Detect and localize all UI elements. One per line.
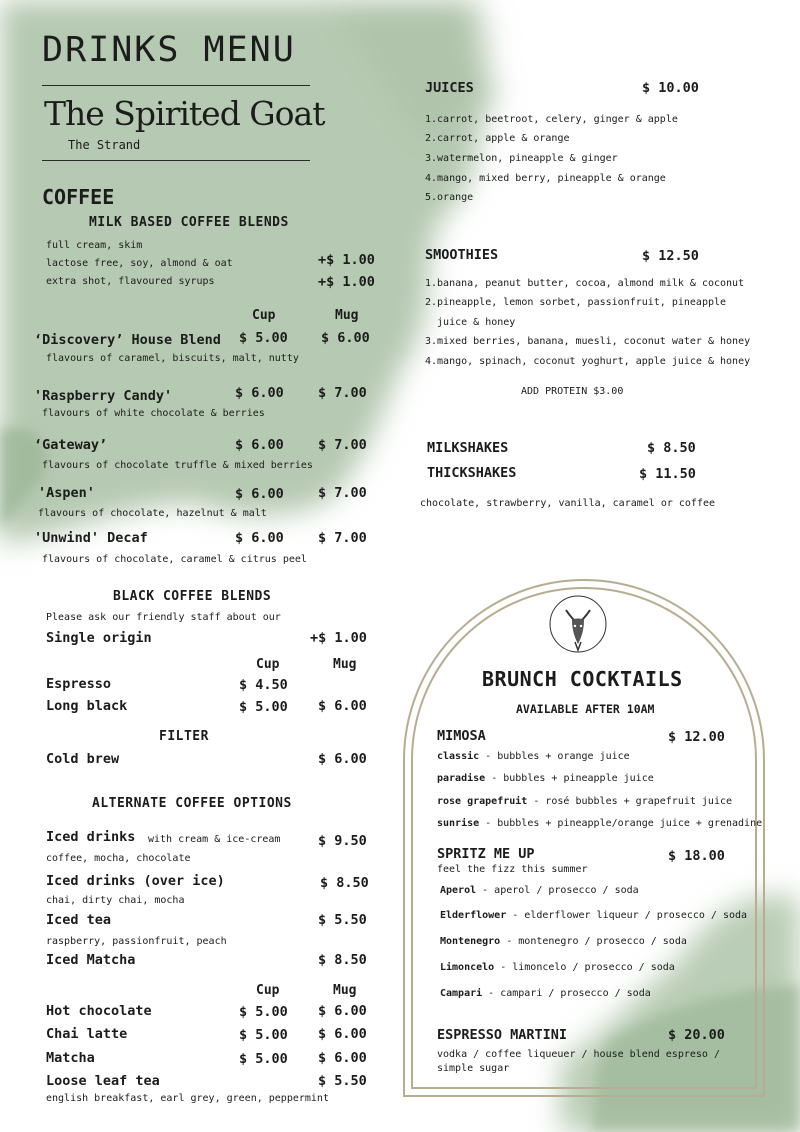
black-blends-heading: BLACK COFFEE BLENDS: [113, 589, 272, 604]
blend-cup-price: $ 6.00: [235, 486, 284, 502]
hot-item-cup: $ 5.00: [239, 1004, 288, 1020]
smoothies-heading: SMOOTHIES: [425, 247, 499, 263]
mimosa-price: $ 12.00: [668, 729, 725, 745]
black-blends-note: Please ask our friendly staff about our: [46, 612, 281, 623]
mimosa-item: [437, 751, 630, 762]
blend-description: flavours of chocolate, hazelnut & malt: [38, 508, 267, 519]
blend-name: ‘Gateway’: [34, 437, 108, 453]
juices-heading: JUICES: [425, 80, 474, 96]
milk-option-price: +$ 1.00: [318, 252, 375, 268]
thickshakes-price: $ 11.50: [639, 466, 696, 482]
blend-cup-price: $ 5.00: [239, 330, 288, 346]
spritz-item-name: Campari: [440, 988, 483, 999]
loose-leaf-price: $ 5.50: [318, 1073, 367, 1089]
alt-item-name: Iced drinks (over ice): [46, 873, 225, 889]
milk-option: full cream, skim: [46, 240, 143, 251]
mimosa-item-name: sunrise: [437, 818, 480, 829]
espresso-martini-desc: vodka / coffee liqueuer / house blend espreso /: [437, 1049, 720, 1060]
cold-brew-price: $ 6.00: [318, 751, 367, 767]
milk-option: lactose free, soy, almond & oat: [46, 258, 233, 269]
column-header-mug: Mug: [333, 983, 357, 998]
milk-blends-heading: MILK BASED COFFEE BLENDS: [89, 215, 289, 230]
column-header-mug: Mug: [333, 657, 357, 672]
alt-item-note: with cream & ice-cream: [148, 834, 281, 845]
blend-cup-price: $ 6.00: [235, 530, 284, 546]
loose-leaf-description: english breakfast, earl grey, green, peppermint: [46, 1093, 329, 1104]
blend-cup-price: $ 6.00: [235, 385, 284, 401]
spritz-item: [440, 988, 651, 999]
blend-name: 'Aspen': [38, 485, 95, 501]
spritz-item: [440, 962, 675, 973]
milkshakes-price: $ 8.50: [647, 440, 696, 456]
hot-item-cup: $ 5.00: [239, 1027, 288, 1043]
blend-cup-price: $ 6.00: [235, 437, 284, 453]
spritz-name: SPRITZ ME UP: [437, 846, 535, 862]
espresso-martini-price: $ 20.00: [668, 1027, 725, 1043]
espresso-martini-name: ESPRESSO MARTINI: [437, 1027, 568, 1043]
juice-item: 2.carrot, apple & orange: [425, 133, 570, 144]
alt-item-description: chai, dirty chai, mocha: [46, 895, 185, 906]
alt-item-name: Iced Matcha: [46, 952, 136, 968]
smoothie-item: juice & honey: [425, 317, 516, 328]
brand-name: The Spirited Goat: [44, 94, 325, 133]
spritz-price: $ 18.00: [668, 848, 725, 864]
title-divider-top: [42, 85, 310, 86]
page-title: DRINKS MENU: [42, 30, 296, 70]
blend-mug-price: $ 7.00: [318, 385, 367, 401]
smoothie-item: 3.mixed berries, banana, muesli, coconut water & honey: [425, 336, 751, 347]
juices-price: $ 10.00: [642, 80, 699, 96]
goat-logo-icon: [546, 592, 610, 656]
mimosa-item-name: rose grapefruit: [437, 796, 528, 807]
mimosa-item-desc: - rosé bubbles + grapefruit juice: [527, 796, 733, 807]
mimosa-name: MIMOSA: [437, 728, 486, 744]
blend-description: flavours of chocolate truffle & mixed berries: [42, 460, 313, 471]
blend-mug-price: $ 7.00: [318, 485, 367, 501]
cocktails-heading: BRUNCH COCKTAILS: [482, 667, 683, 691]
spritz-item-name: Limoncelo: [440, 962, 495, 973]
hot-item-cup: $ 5.00: [239, 1051, 288, 1067]
smoothie-item: 4.mango, spinach, coconut yoghurt, apple juice & honey: [425, 356, 751, 367]
brand-location: The Strand: [68, 138, 141, 152]
blend-mug-price: $ 7.00: [318, 437, 367, 453]
alt-item-name: Iced tea: [46, 912, 112, 928]
hot-item-name: Chai latte: [46, 1026, 128, 1042]
spritz-item: [440, 910, 747, 921]
blend-name: ‘Discovery’ House Blend: [34, 332, 221, 348]
milk-option: extra shot, flavoured syrups: [46, 276, 215, 287]
spritz-item-desc: - montenegro / prosecco / soda: [500, 936, 687, 947]
alt-item-price: $ 9.50: [318, 833, 367, 849]
alt-item-description: raspberry, passionfruit, peach: [46, 936, 227, 947]
alt-item-name: Iced drinks: [46, 829, 136, 845]
juice-item: 4.mango, mixed berry, pineapple & orange: [425, 173, 666, 184]
juice-item: 3.watermelon, pineapple & ginger: [425, 153, 618, 164]
alt-item-price: $ 5.50: [318, 912, 367, 928]
loose-leaf-name: Loose leaf tea: [46, 1073, 160, 1089]
hot-item-mug: $ 6.00: [318, 1050, 367, 1066]
filter-heading: FILTER: [159, 729, 209, 744]
milk-option-price: +$ 1.00: [318, 274, 375, 290]
spritz-item-desc: - elderflower liqueur / prosecco / soda: [506, 910, 748, 921]
spritz-item-desc: - campari / prosecco / soda: [482, 988, 651, 999]
cocktails-subtitle: AVAILABLE AFTER 10AM: [516, 702, 655, 716]
coffee-heading: COFFEE: [42, 185, 115, 209]
column-header-mug: Mug: [335, 308, 359, 323]
add-protein-note: ADD PROTEIN $3.00: [521, 386, 624, 397]
alt-item-price: $ 8.50: [318, 952, 367, 968]
alt-item-description: coffee, mocha, chocolate: [46, 853, 191, 864]
blend-name: 'Unwind' Decaf: [34, 530, 148, 546]
hot-item-mug: $ 6.00: [318, 1003, 367, 1019]
blend-name: 'Raspberry Candy': [34, 388, 173, 404]
alt-item-price: $ 8.50: [320, 875, 369, 891]
mimosa-item-desc: - bubbles + pineapple juice: [485, 773, 654, 784]
spritz-item-name: Aperol: [440, 885, 477, 896]
shake-flavours: chocolate, strawberry, vanilla, caramel or coffee: [420, 498, 716, 509]
blend-description: flavours of chocolate, caramel & citrus peel: [42, 554, 307, 565]
mimosa-item: [437, 796, 732, 807]
spritz-item-desc: - limoncelo / prosecco / soda: [494, 962, 675, 973]
espresso-martini-desc: simple sugar: [437, 1063, 510, 1074]
blend-description: flavours of caramel, biscuits, malt, nutty: [46, 353, 299, 364]
hot-item-mug: $ 6.00: [318, 1026, 367, 1042]
column-header-cup: Cup: [256, 983, 280, 998]
black-item-cup: $ 5.00: [239, 699, 288, 715]
mimosa-item-name: paradise: [437, 773, 486, 784]
spritz-item: [440, 885, 639, 896]
mimosa-item: [437, 773, 654, 784]
black-item-name: Espresso: [46, 676, 112, 692]
mimosa-item-desc: - bubbles + pineapple/orange juice + grenadine: [479, 818, 763, 829]
spritz-item-name: Montenegro: [440, 936, 501, 947]
spritz-note: feel the fizz this summer: [437, 864, 588, 875]
smoothies-price: $ 12.50: [642, 248, 699, 264]
single-origin-price: +$ 1.00: [310, 630, 367, 646]
black-item-cup: $ 4.50: [239, 677, 288, 693]
alt-options-heading: ALTERNATE COFFEE OPTIONS: [92, 796, 292, 811]
juice-item: 1.carrot, beetroot, celery, ginger & apple: [425, 114, 678, 125]
smoothie-item: 2.pineapple, lemon sorbet, passionfruit, pineapple: [425, 297, 727, 308]
spritz-item-name: Elderflower: [440, 910, 507, 921]
mimosa-item-name: classic: [437, 751, 480, 762]
mimosa-item-desc: - bubbles + orange juice: [479, 751, 630, 762]
blend-description: flavours of white chocolate & berries: [42, 408, 265, 419]
hot-item-name: Matcha: [46, 1050, 95, 1066]
smoothie-item: 1.banana, peanut butter, cocoa, almond milk & coconut: [425, 278, 745, 289]
cold-brew-name: Cold brew: [46, 751, 120, 767]
spritz-item-desc: - aperol / prosecco / soda: [476, 885, 639, 896]
single-origin-name: Single origin: [46, 630, 152, 646]
black-item-name: Long black: [46, 698, 128, 714]
blend-mug-price: $ 6.00: [321, 330, 370, 346]
column-header-cup: Cup: [256, 657, 280, 672]
black-item-mug: $ 6.00: [318, 698, 367, 714]
title-divider-bottom: [42, 160, 310, 161]
thickshakes-name: THICKSHAKES: [427, 465, 517, 481]
milkshakes-name: MILKSHAKES: [427, 440, 509, 456]
mimosa-item: [437, 818, 762, 829]
spritz-item: [440, 936, 687, 947]
hot-item-name: Hot chocolate: [46, 1003, 152, 1019]
column-header-cup: Cup: [252, 308, 276, 323]
blend-mug-price: $ 7.00: [318, 530, 367, 546]
juice-item: 5.orange: [425, 192, 474, 203]
